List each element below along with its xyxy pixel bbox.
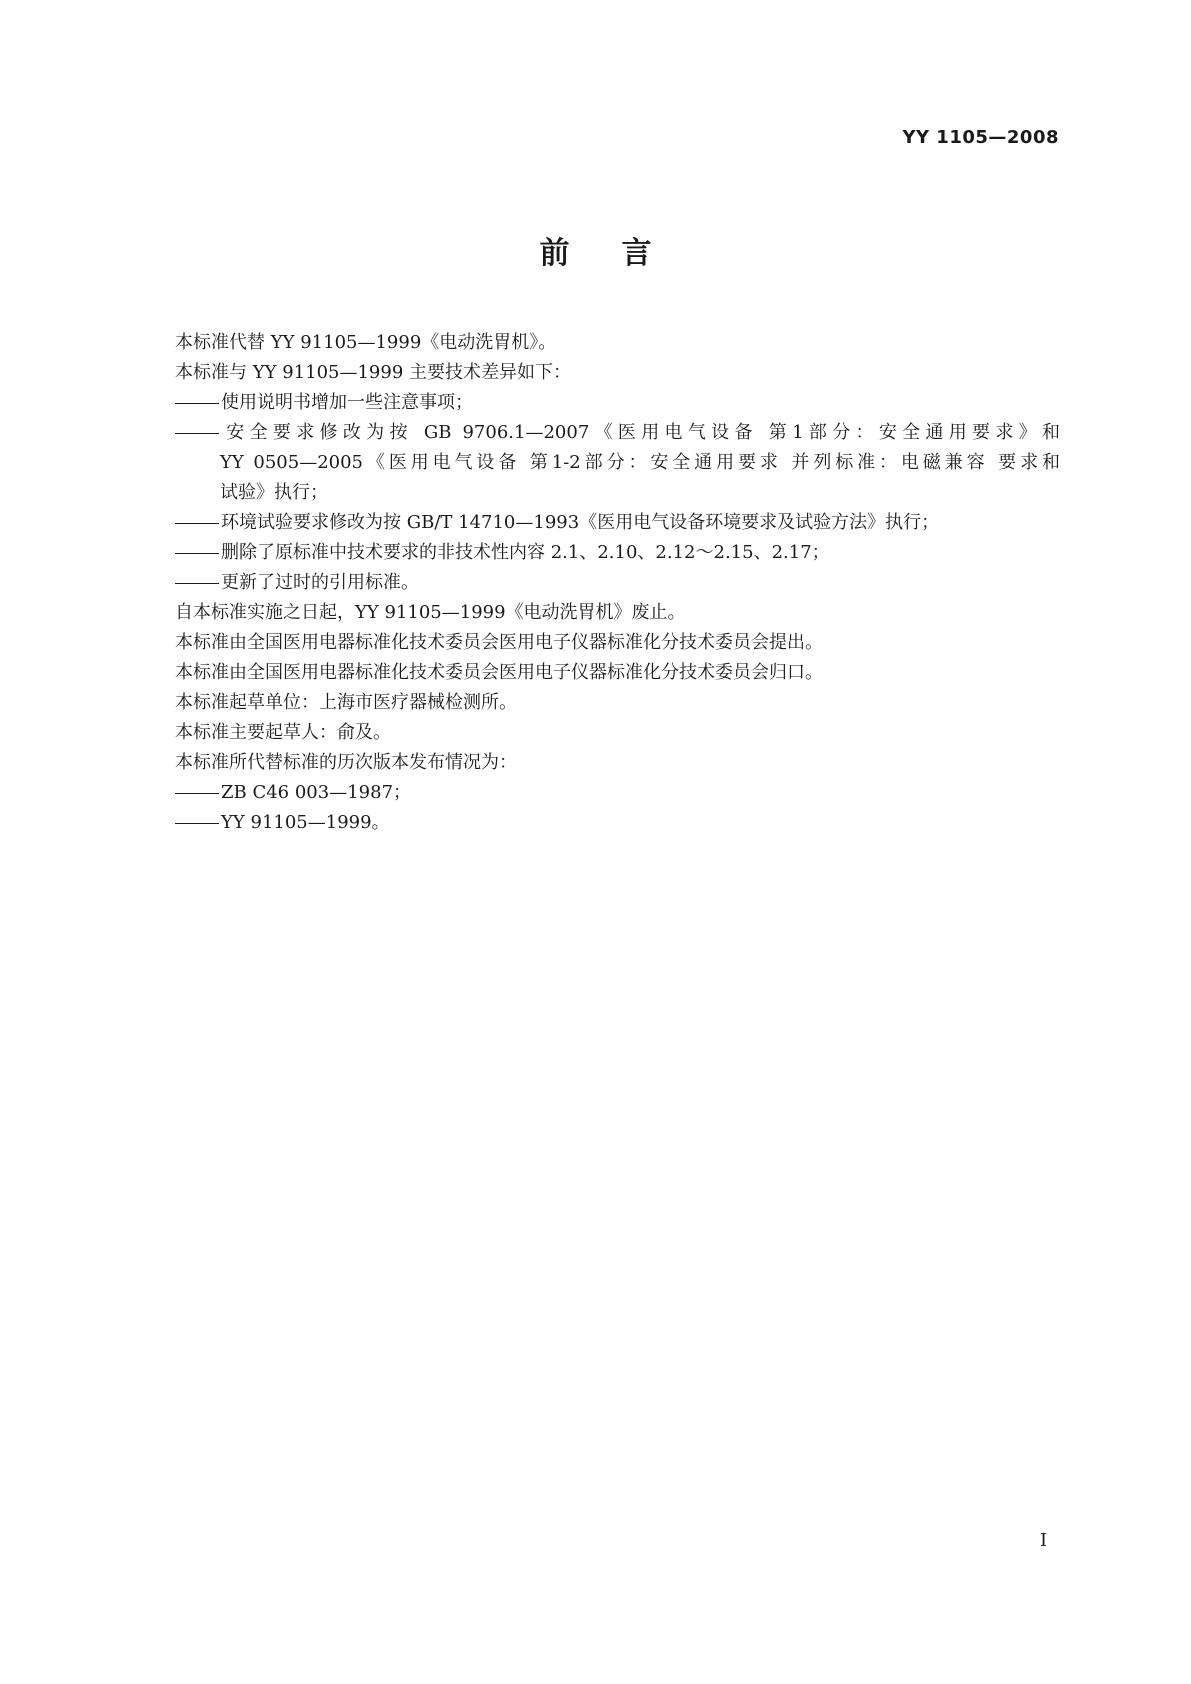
dash-mark (175, 433, 219, 434)
dash-mark (175, 523, 219, 524)
standard-code: YY 1105—2008 (902, 127, 1059, 148)
list-item: 环境试验要求修改为按 GB/T 14710—1993《医用电气设备环境要求及试验方法》执行； (175, 508, 1060, 538)
list-item: 安全要求修改为按 GB 9706.1—2007《医用电气设备 第1部分：安全通用要求》和 (175, 418, 1060, 448)
dash-mark (175, 583, 219, 584)
list-item: 使用说明书增加一些注意事项； (175, 388, 1060, 418)
para-replaces: 本标准代替 YY 91105—1999《电动洗胃机》。 (175, 332, 557, 353)
list-item: YY 91105—1999。 (175, 808, 1060, 838)
para-proposed-by: 本标准由全国医用电器标准化技术委员会医用电子仪器标准化分技术委员会提出。 (175, 632, 823, 653)
para-centralized-by: 本标准由全国医用电器标准化技术委员会医用电子仪器标准化分技术委员会归口。 (175, 662, 823, 683)
preface-body (175, 328, 1060, 838)
list-item: 删除了原标准中技术要求的非技术性内容 2.1、2.10、2.12～2.15、2.17； (175, 538, 1060, 568)
page-title: 前言 (539, 236, 704, 271)
para-drafter: 本标准主要起草人：俞及。 (175, 722, 391, 743)
para-abolish: 自本标准实施之日起，YY 91105—1999《电动洗胃机》废止。 (175, 602, 686, 623)
list-item-continuation: YY 0505—2005《医用电气设备 第1-2部分：安全通用要求 并列标准：电磁兼容 要求和 (220, 452, 1060, 473)
para-history-intro: 本标准所代替标准的历次版本发布情况为： (175, 752, 517, 773)
page-number: I (1040, 1530, 1048, 1551)
dash-mark (175, 403, 219, 404)
para-drafting-unit: 本标准起草单位：上海市医疗器械检测所。 (175, 692, 517, 713)
list-item: 更新了过时的引用标准。 (175, 568, 1060, 598)
dash-mark (175, 823, 219, 824)
dash-mark (175, 553, 219, 554)
dash-mark (175, 793, 219, 794)
para-differences-intro: 本标准与 YY 91105—1999 主要技术差异如下： (175, 362, 571, 383)
list-item: ZB C46 003—1987； (175, 778, 1060, 808)
list-item-continuation: 试验》执行； (220, 482, 328, 503)
